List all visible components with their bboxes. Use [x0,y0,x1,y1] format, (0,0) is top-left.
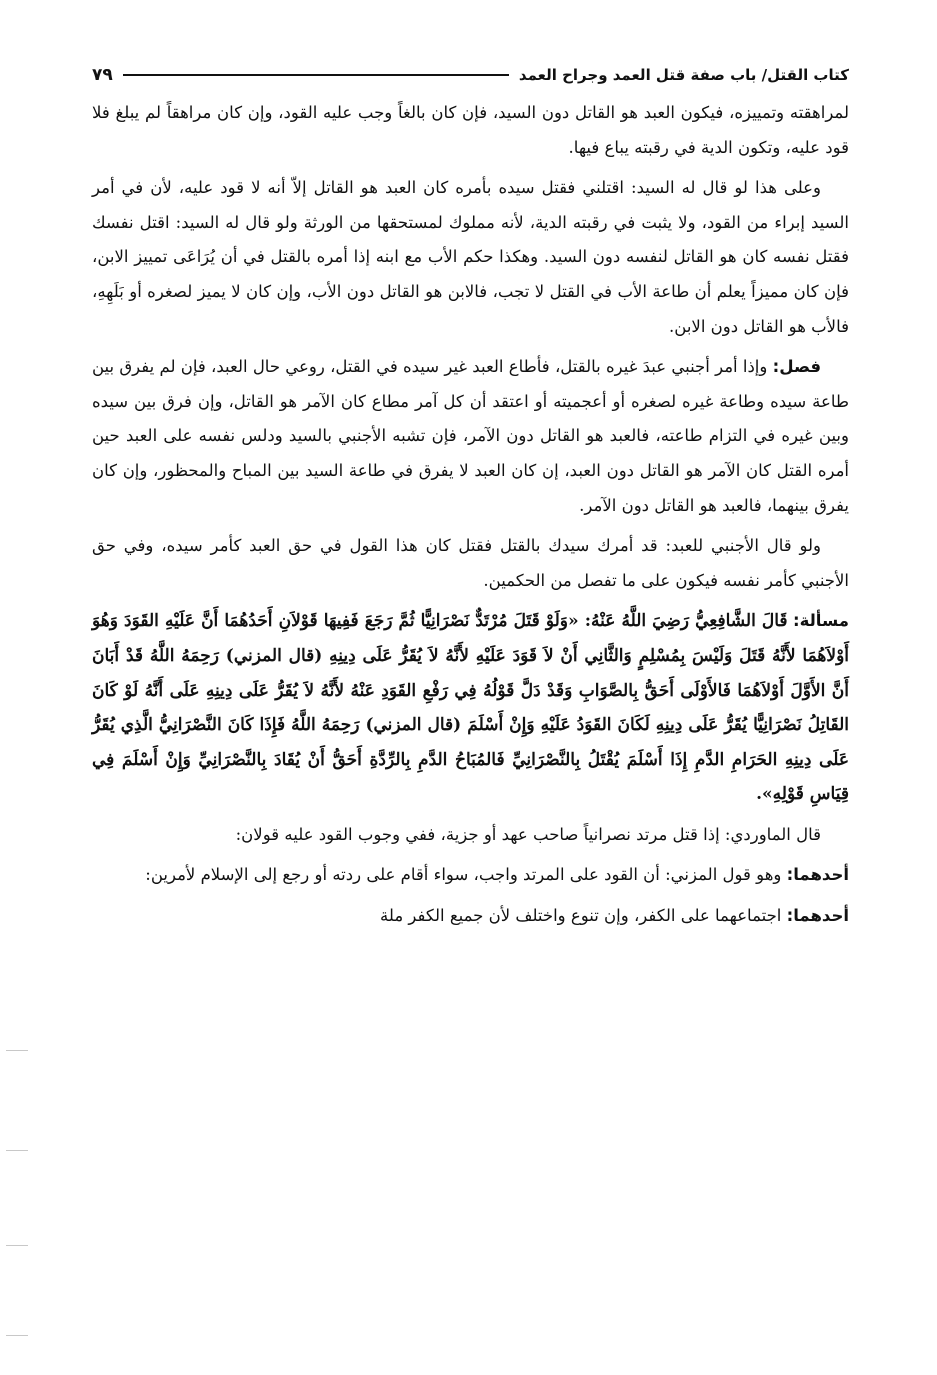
paragraph-text: ولو قال الأجنبي للعبد: قد أمرك سيدك بالقتل فقتل كان هذا القول في حق العبد كأمر سيده، وفي حق الأجنبي كأمر نفسه فيكون على ما تفصل من الحكمين. [92,536,849,590]
quoted-text: قَالَ الشَّافِعِيُّ رَضِيَ اللَّهُ عَنْهُ: «وَلَوْ قَتَلَ مُرْتَدٌّ نَصْرَانِيًّا ثُمَّ رَجَعَ فَفِيهَا قَوْلاَنِ أَحَدُهُمَا أَنَّ عَلَيْهِ القَوَدَ وَهُوَ أَوْلاَهُمَا لأَنَّهُ قَتَلَ وَلَيْسَ بِمُسْلِمٍ وَالثَّانِي أَنْ لاَ قَوَدَ عَلَيْهِ لأَنَّهُ لاَ يُقَرُّ عَلَى دِينِهِ (قال المزني) رَحِمَهُ اللَّهُ قَدْ أَبَانَ أَنَّ الأَوَّلَ أَوْلاَهُمَا فَالأَوْلَى أَحَقُّ بِالصَّوَابِ وَقَدْ دَلَّ قَوْلُهُ فِي رَفْعِ القَوَدِ عَنْهُ لأَنَّهُ لاَ يُقَرُّ عَلَى دِينِهِ عَلَى أَنَّهُ لَوْ كَانَ القَاتِلُ نَصْرَانِيًّا يُقَرُّ عَلَى دِينِهِ لَكَانَ القَوَدُ عَلَيْهِ وَإِنْ أَسْلَمَ (قال المزني) رَحِمَهُ اللَّهُ فَإِذَا كَانَ النَّصْرَانِيُّ الَّذِي يُقَرُّ عَلَى دِينِهِ الحَرَامِ الدَّمِ إِذَا أَسْلَمَ يُقْتَلُ بِالنَّصْرَانِيِّ فَالمُبَاحُ الدَّمِ بِالرِّدَّةِ أَحَقُّ أَنْ يُقَادَ بِالنَّصْرَانِيِّ وَإِنْ أَسْلَمَ فِي قِيَاسِ قَوْلِهِ». [92,611,849,805]
paragraph-text: اجتماعهما على الكفر، وإن تنوع واختلف لأن جميع الكفر ملة [380,906,782,926]
header-title: كتاب القتل/ باب صفة قتل العمد وجراح العمد [518,66,849,84]
paragraph-text: وهو قول المزني: أن القود على المرتد واجب، سواء أقام على ردته أو رجع إلى الإسلام لأمرين: [145,865,782,885]
paragraph [92,818,849,853]
paragraph [92,858,849,893]
margin-mark [6,1150,28,1151]
section-heading: أحدهما: [786,906,849,926]
margin-mark [6,1245,28,1246]
header-rule [123,74,509,76]
section-heading: مسألة: [792,611,849,631]
paragraph [92,604,849,812]
paragraph [92,529,849,598]
paragraph-text: قال الماوردي: إذا قتل مرتد نصرانياً صاحب عهد أو جزية، ففي وجوب القود عليه قولان: [235,824,821,844]
paragraph [92,350,849,523]
paragraph [92,899,849,934]
page-body [92,96,849,940]
paragraph [92,96,849,165]
margin-mark [6,1050,28,1051]
section-heading: أحدهما: [786,865,849,885]
paragraph-text: لمراهقته وتمييزه، فيكون العبد هو القاتل دون السيد، فإن كان بالغاً وجب عليه القود، وإن كان مراهقاً لم يبلغ فلا قود عليه، وتكون الدية في رقبته يباع فيها. [92,103,849,157]
paragraph-text: وإذا أمر أجنبي عبدَ غيره بالقتل، فأطاع العبد غير سيده في القتل، روعي حال العبد، فإن لم يفرق بين طاعة سيده وطاعة غيره لصغره أو أعجميته أو اعتقد أن كل آمر مطاع كان الآمر هو القاتل، وإن فرق بين سيده وبين غيره في التزام طاعته، فالعبد هو القاتل دون الآمر، فإن تشبه الأجنبي بالسيد ودلس نفسه على العبد حين أمره القتل كان الآمر هو القاتل دون العبد، إن كان العبد لا يفرق في طاعة السيد بين المباح والمحظور، وإن كان يفرق بينهما، فالعبد هو القاتل دون الآمر. [92,357,849,515]
running-header [92,60,849,90]
section-heading: فصل: [772,357,822,377]
margin-mark [6,1335,28,1336]
page-number: ٧٩ [92,65,113,85]
paragraph [92,171,849,344]
paragraph-text: وعلى هذا لو قال له السيد: اقتلني فقتل سيده بأمره كان العبد هو القاتل إلاّ أنه لا قود عليه، لأن في أمر السيد إبراء من القود، ولا يثبت في رقبته الدية، لأنه مملوك لمستحقها من الورثة ولو قال له السيد: اقتل نفسك فقتل نفسه كان هو القاتل لنفسه دون السيد. وهكذا حكم الأب مع ابنه إذا أمره بالقتل في أن يُرَاعَى تمييز الابن، فإن كان مميزاً يعلم أن طاعة الأب في القتل لا تجب، فالابن هو القاتل دون الأب، وإن كان لا يميز لصغره أو بَلَهِهِ، فالأب هو القاتل دون الابن. [92,178,849,336]
